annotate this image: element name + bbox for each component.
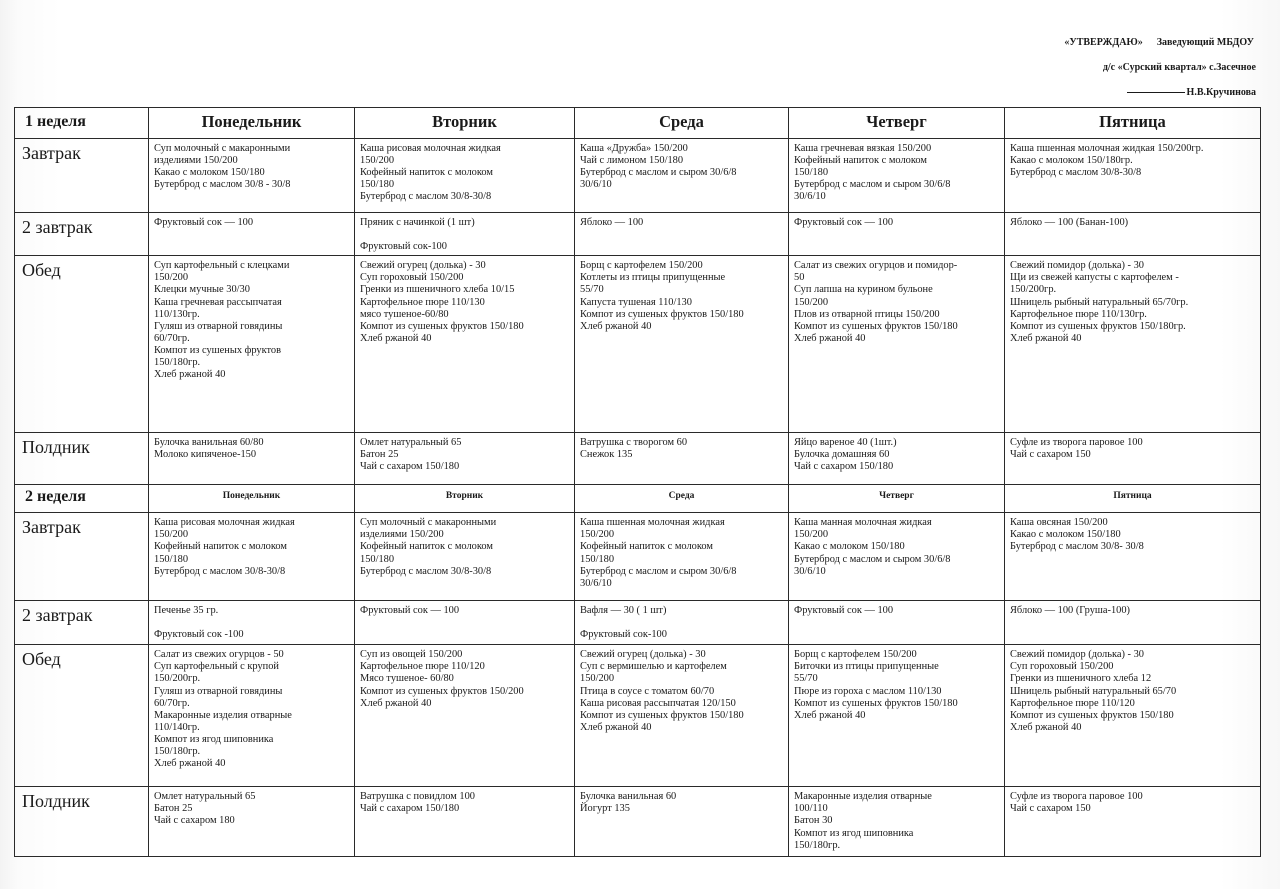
- meal-cell: [15, 433, 149, 485]
- table-row: [15, 433, 1261, 485]
- menu-cell: [149, 139, 355, 213]
- table-row: [15, 213, 1261, 256]
- menu-text: Свежий помидор (долька) - 30 Суп гороховый 150/200 Гренки из пшеничного хлеба 12 Шницель рыбный натуральный 65/70 Картофельное пюре 110/120 Компот из сушеных фруктов 150/180 Хлеб ржаной 40: [1010, 649, 1177, 733]
- menu-cell: [149, 601, 355, 645]
- meal-cell: [15, 256, 149, 433]
- week2-day-thursday: Четверг: [879, 491, 914, 502]
- menu-cell: [575, 513, 789, 601]
- menu-cell: [149, 256, 355, 433]
- meal-name: Полдник: [22, 791, 90, 812]
- menu-text: Пряник с начинкой (1 шт) Фруктовый сок-100: [360, 217, 475, 253]
- meal-name: 2 завтрак: [22, 605, 93, 626]
- meal-cell: [15, 213, 149, 256]
- menu-text: Яблоко — 100: [580, 217, 644, 228]
- menu-cell: [149, 213, 355, 256]
- week1-day-wednesday: Среда: [659, 112, 704, 131]
- table-row: [15, 787, 1261, 857]
- menu-cell: [789, 139, 1005, 213]
- menu-text: Яйцо вареное 40 (1шт.) Булочка домашняя 60 Чай с сахаром 150/180: [794, 437, 897, 473]
- week2-day-cell: [1005, 485, 1261, 513]
- meal-name: Завтрак: [22, 143, 81, 163]
- menu-text: Фруктовый сок — 100: [794, 217, 894, 228]
- menu-text: Омлет натуральный 65 Батон 25 Чай с сахаром 180: [154, 791, 256, 827]
- menu-text: Каша пшенная молочная жидкая 150/200гр. Какао с молоком 150/180гр. Бутерброд с маслом 30/8-30/8: [1010, 143, 1204, 179]
- menu-cell: [575, 787, 789, 857]
- menu-cell: [1005, 213, 1261, 256]
- meal-name: Полдник: [22, 437, 90, 458]
- week1-day-tuesday: Вторник: [432, 112, 497, 131]
- week2-day-tuesday: Вторник: [445, 491, 484, 502]
- menu-cell: [149, 433, 355, 485]
- menu-cell: [149, 787, 355, 857]
- week1-day-cell: [149, 108, 355, 139]
- week2-title: 2 неделя: [25, 488, 86, 506]
- meal-name: Обед: [22, 649, 61, 670]
- menu-text: Печенье 35 гр. Фруктовый сок -100: [154, 605, 244, 641]
- week1-day-thursday: Четверг: [866, 112, 927, 131]
- week2-day-cell: [575, 485, 789, 513]
- menu-text: Каша пшенная молочная жидкая 150/200 Кофейный напиток с молоком 150/180 Бутерброд с маслом и сыром 30/6/8 30/6/10: [580, 517, 737, 589]
- week1-day-cell: [575, 108, 789, 139]
- menu-cell: [575, 139, 789, 213]
- menu-cell: [789, 213, 1005, 256]
- menu-text: Вафля — 30 ( 1 шт) Фруктовый сок-100: [580, 605, 667, 641]
- week2-day-monday: Понедельник: [222, 491, 281, 502]
- menu-text: Яблоко — 100 (Банан-100): [1010, 217, 1129, 228]
- meal-name: 2 завтрак: [22, 217, 93, 237]
- week1-day-cell: [1005, 108, 1261, 139]
- menu-text: Борщ с картофелем 150/200 Котлеты из птицы припущенные 55/70 Капуста тушеная 110/130 Компот из сушеных фруктов 150/180 Хлеб ржаной 40: [580, 260, 744, 332]
- menu-table: [14, 107, 1261, 857]
- week1-day-friday: Пятница: [1099, 112, 1166, 131]
- menu-text: Булочка ванильная 60/80 Молоко кипяченое-150: [154, 437, 264, 461]
- menu-cell: [575, 433, 789, 485]
- menu-cell: [355, 601, 575, 645]
- week2-day-cell: [789, 485, 1005, 513]
- week1-title-cell: [15, 108, 149, 139]
- menu-text: Ватрушка с повидлом 100 Чай с сахаром 150/180: [360, 791, 475, 815]
- menu-cell: [789, 645, 1005, 787]
- menu-cell: [355, 645, 575, 787]
- table-row: [15, 601, 1261, 645]
- menu-text: Фруктовый сок — 100: [794, 605, 894, 617]
- menu-text: Каша гречневая вязкая 150/200 Кофейный напиток с молоком 150/180 Бутерброд с маслом и сыром 30/6/8 30/6/10: [794, 143, 951, 203]
- menu-cell: [789, 601, 1005, 645]
- menu-cell: [789, 256, 1005, 433]
- menu-cell: [1005, 513, 1261, 601]
- approval-position: Заведующий МБДОУ: [1156, 37, 1254, 48]
- menu-text: Борщ с картофелем 150/200 Биточки из птицы припущенные 55/70 Пюре из гороха с маслом 110/130 Компот из сушеных фруктов 150/180 Хлеб ржаной 40: [794, 649, 958, 721]
- menu-text: Макаронные изделия отварные 100/110 Батон 30 Компот из ягод шиповника 150/180гр.: [794, 791, 932, 851]
- menu-text: Салат из свежих огурцов - 50 Суп картофельный с крупой 150/200гр. Гуляш из отварной говядины 60/70гр. Макаронные изделия отварные 110/140гр. Компот из ягод шиповника 150/180гр. Хлеб ржаной 40: [154, 649, 292, 770]
- menu-cell: [789, 787, 1005, 857]
- menu-cell: [575, 256, 789, 433]
- menu-text: Ватрушка с творогом 60 Снежок 135: [580, 437, 688, 461]
- approval-stamp: «УТВЕРЖДАЮ»: [1064, 37, 1143, 48]
- menu-text: Омлет натуральный 65 Батон 25 Чай с сахаром 150/180: [360, 437, 462, 473]
- menu-text: Суп молочный с макаронными изделиями 150/200 Какао с молоком 150/180 Бутерброд с маслом 30/8 - 30/8: [154, 143, 291, 191]
- meal-name: Завтрак: [22, 517, 81, 538]
- week2-day-cell: [149, 485, 355, 513]
- menu-cell: [355, 213, 575, 256]
- menu-text: Свежий огурец (долька) - 30 Суп гороховый 150/200 Гренки из пшеничного хлеба 10/15 Картофельное пюре 110/130 мясо тушеное-60/80 Компот из сушеных фруктов 150/180 Хлеб ржаной 40: [360, 260, 524, 344]
- week2-day-cell: [355, 485, 575, 513]
- week2-header-row: [15, 485, 1261, 513]
- meal-cell: [15, 787, 149, 857]
- table-row: [15, 139, 1261, 213]
- approval-signer: Н.В.Кручинова: [1186, 87, 1256, 98]
- menu-text: Каша овсяная 150/200 Какао с молоком 150/180 Бутерброд с маслом 30/8- 30/8: [1010, 517, 1144, 553]
- week1-day-cell: [355, 108, 575, 139]
- week1-title: 1 неделя: [25, 113, 86, 130]
- menu-cell: [355, 139, 575, 213]
- menu-text: Булочка ванильная 60 Йогурт 135: [580, 791, 677, 815]
- table-row: [15, 513, 1261, 601]
- menu-cell: [355, 787, 575, 857]
- approval-line-3: [836, 80, 1256, 105]
- menu-cell: [1005, 433, 1261, 485]
- meal-cell: [15, 513, 149, 601]
- menu-cell: [1005, 601, 1261, 645]
- approval-line-1: [836, 30, 1256, 55]
- menu-text: Суп картофельный с клецками 150/200 Клецки мучные 30/30 Каша гречневая рассыпчатая 110/130гр. Гуляш из отварной говядины 60/70гр. Компот из сушеных фруктов 150/180гр. Хлеб ржаной 40: [154, 260, 290, 381]
- meal-cell: [15, 601, 149, 645]
- menu-text: Каша рисовая молочная жидкая 150/200 Кофейный напиток с молоком 150/180 Бутерброд с маслом 30/8-30/8: [154, 517, 295, 577]
- menu-text: Суп из овощей 150/200 Картофельное пюре 110/120 Мясо тушеное- 60/80 Компот из сушеных фруктов 150/200 Хлеб ржаной 40: [360, 649, 524, 709]
- week1-day-monday: Понедельник: [201, 112, 302, 131]
- menu-cell: [1005, 645, 1261, 787]
- menu-cell: [575, 601, 789, 645]
- menu-cell: [789, 433, 1005, 485]
- menu-text: Каша манная молочная жидкая 150/200 Какао с молоком 150/180 Бутерброд с маслом и сыром 30/6/8 30/6/10: [794, 517, 951, 577]
- menu-text: Каша рисовая молочная жидкая 150/200 Кофейный напиток с молоком 150/180 Бутерброд с маслом 30/8-30/8: [360, 143, 501, 203]
- menu-cell: [355, 433, 575, 485]
- week2-day-friday: Пятница: [1113, 491, 1152, 502]
- menu-cell: [355, 513, 575, 601]
- menu-cell: [1005, 787, 1261, 857]
- week2-title-cell: [15, 485, 149, 513]
- menu-cell: [355, 256, 575, 433]
- menu-text: Каша «Дружба» 150/200 Чай с лимоном 150/180 Бутерброд с маслом и сыром 30/6/8 30/6/10: [580, 143, 737, 191]
- menu-cell: [149, 513, 355, 601]
- menu-cell: [1005, 256, 1261, 433]
- menu-cell: [149, 645, 355, 787]
- menu-text: Яблоко — 100 (Груша-100): [1010, 605, 1131, 617]
- table-row: [15, 256, 1261, 433]
- approval-block: [836, 30, 1256, 105]
- meal-name: Обед: [22, 260, 61, 281]
- signature-line: [1127, 92, 1185, 93]
- meal-cell: [15, 645, 149, 787]
- menu-text: Фруктовый сок — 100: [360, 605, 460, 617]
- menu-cell: [789, 513, 1005, 601]
- meal-cell: [15, 139, 149, 213]
- menu-text: Свежий огурец (долька) - 30 Суп с вермишелью и картофелем 150/200 Птица в соусе с томатом 60/70 Каша рисовая рассыпчатая 120/150 Компот из сушеных фруктов 150/180 Хлеб ржаной 40: [580, 649, 744, 733]
- menu-cell: [1005, 139, 1261, 213]
- menu-text: Суфле из творога паровое 100 Чай с сахаром 150: [1010, 437, 1143, 461]
- menu-text: Суп молочный с макаронными изделиями 150/200 Кофейный напиток с молоком 150/180 Бутерброд с маслом 30/8-30/8: [360, 517, 497, 577]
- approval-line-2: д/с «Сурский квартал» с.Засечное: [1102, 62, 1256, 73]
- menu-cell: [575, 645, 789, 787]
- week1-day-cell: [789, 108, 1005, 139]
- menu-text: Салат из свежих огурцов и помидор- 50 Суп лапша на курином бульоне 150/200 Плов из отварной птицы 150/200 Компот из сушеных фруктов 150/180 Хлеб ржаной 40: [794, 260, 958, 344]
- menu-text: Свежий помидор (долька) - 30 Щи из свежей капусты с картофелем - 150/200гр. Шницель рыбный натуральный 65/70гр. Картофельное пюре 110/130гр. Компот из сушеных фруктов 150/180гр. Хлеб ржаной 40: [1010, 260, 1189, 344]
- table-row: [15, 645, 1261, 787]
- week1-header-row: [15, 108, 1261, 139]
- menu-text: Фруктовый сок — 100: [154, 217, 254, 228]
- menu-cell: [575, 213, 789, 256]
- menu-text: Суфле из творога паровое 100 Чай с сахаром 150: [1010, 791, 1143, 815]
- week2-day-wednesday: Среда: [668, 491, 695, 502]
